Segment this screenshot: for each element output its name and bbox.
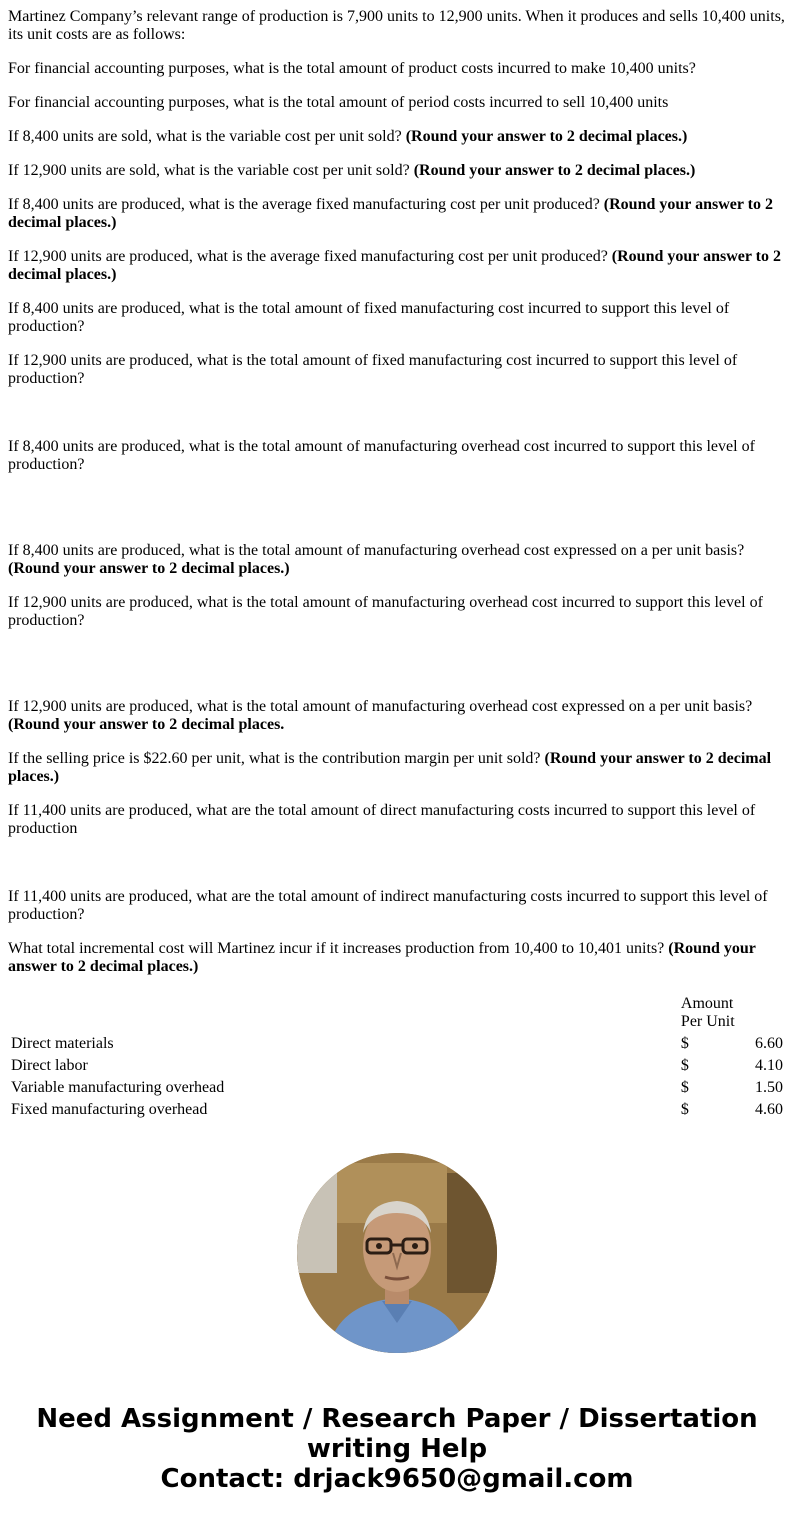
document-body xyxy=(8,8,786,1120)
unit-cost-table-clip xyxy=(8,992,786,1120)
person-portrait-icon xyxy=(297,1153,497,1353)
question-3: If 8,400 units are sold, what is the variable cost per unit sold? (Round your answer to 2 decimal places.) xyxy=(8,128,688,145)
row-amount: 6.60 xyxy=(755,1035,783,1052)
question-6: If 12,900 units are produced, what is the average fixed manufacturing cost per unit produced? (Round your answer to 2 decimal places.) xyxy=(8,248,782,283)
table-row xyxy=(10,1100,784,1120)
question-11: If 12,900 units are produced, what is the total amount of manufacturing overhead cost incurred to support this level of production? xyxy=(8,594,763,629)
table-header-row xyxy=(10,994,784,1032)
currency-symbol: $ xyxy=(680,1079,689,1096)
question-13: If the selling price is $22.60 per unit, what is the contribution margin per unit sold? (Round your answer to 2 decimal places.) xyxy=(8,750,772,785)
currency-symbol: $ xyxy=(680,1035,689,1052)
row-amount: 4.10 xyxy=(755,1057,783,1074)
promo-contact: Contact: drjack9650@gmail.com xyxy=(160,1464,634,1494)
question-8: If 12,900 units are produced, what is the total amount of fixed manufacturing cost incurred to support this level of production? xyxy=(8,352,738,387)
blank-spacer xyxy=(8,490,786,542)
row-label: Direct labor xyxy=(11,1057,88,1074)
blank-spacer xyxy=(8,854,786,888)
table-row xyxy=(10,1056,784,1076)
avatar xyxy=(297,1153,497,1353)
question-1: For financial accounting purposes, what is the total amount of product costs incurred to make 10,400 units? xyxy=(8,60,696,77)
table-row xyxy=(10,1078,784,1098)
question-5: If 8,400 units are produced, what is the average fixed manufacturing cost per unit produced? (Round your answer to 2 decimal places.) xyxy=(8,196,774,231)
currency-symbol: $ xyxy=(680,1057,689,1074)
promo-banner xyxy=(0,1404,794,1494)
unit-cost-table xyxy=(8,992,786,1120)
amount-per-unit-header: Amount Per Unit xyxy=(680,995,735,1030)
row-amount: 1.50 xyxy=(755,1079,783,1096)
blank-spacer xyxy=(8,404,786,438)
row-label: Direct materials xyxy=(11,1035,114,1052)
question-7: If 8,400 units are produced, what is the total amount of fixed manufacturing cost incurred to support this level of production? xyxy=(8,300,730,335)
question-12: If 12,900 units are produced, what is the total amount of manufacturing overhead cost expressed on a per unit basis? (Round your answer to 2 decimal places. xyxy=(8,698,753,733)
currency-symbol: $ xyxy=(680,1101,689,1118)
promo-line-1: Need Assignment / Research Paper / Dissertation xyxy=(36,1404,758,1434)
row-label: Variable manufacturing overhead xyxy=(11,1079,225,1096)
question-2: For financial accounting purposes, what is the total amount of period costs incurred to sell 10,400 units xyxy=(8,94,669,111)
question-16: What total incremental cost will Martinez incur if it increases production from 10,400 to 10,401 units? (Round your answer to 2 decimal places.) xyxy=(8,940,756,975)
table-row xyxy=(10,1034,784,1054)
question-4: If 12,900 units are sold, what is the variable cost per unit sold? (Round your answer to 2 decimal places.) xyxy=(8,162,696,179)
question-14: If 11,400 units are produced, what are the total amount of direct manufacturing costs incurred to support this level of production xyxy=(8,802,756,837)
question-10: If 8,400 units are produced, what is the total amount of manufacturing overhead cost expressed on a per unit basis? (Round your answer to 2 decimal places.) xyxy=(8,542,745,577)
row-label: Fixed manufacturing overhead xyxy=(11,1101,208,1118)
intro-paragraph: Martinez Company’s relevant range of production is 7,900 units to 12,900 units. When it produces and sells 10,400 units, its unit costs are as follows: xyxy=(8,8,785,43)
promo-line-2: writing Help xyxy=(306,1434,488,1464)
question-9: If 8,400 units are produced, what is the total amount of manufacturing overhead cost incurred to support this level of production? xyxy=(8,438,755,473)
row-amount: 4.60 xyxy=(755,1101,783,1118)
blank-spacer xyxy=(8,646,786,698)
question-15: If 11,400 units are produced, what are the total amount of indirect manufacturing costs incurred to support this level of production? xyxy=(8,888,768,923)
